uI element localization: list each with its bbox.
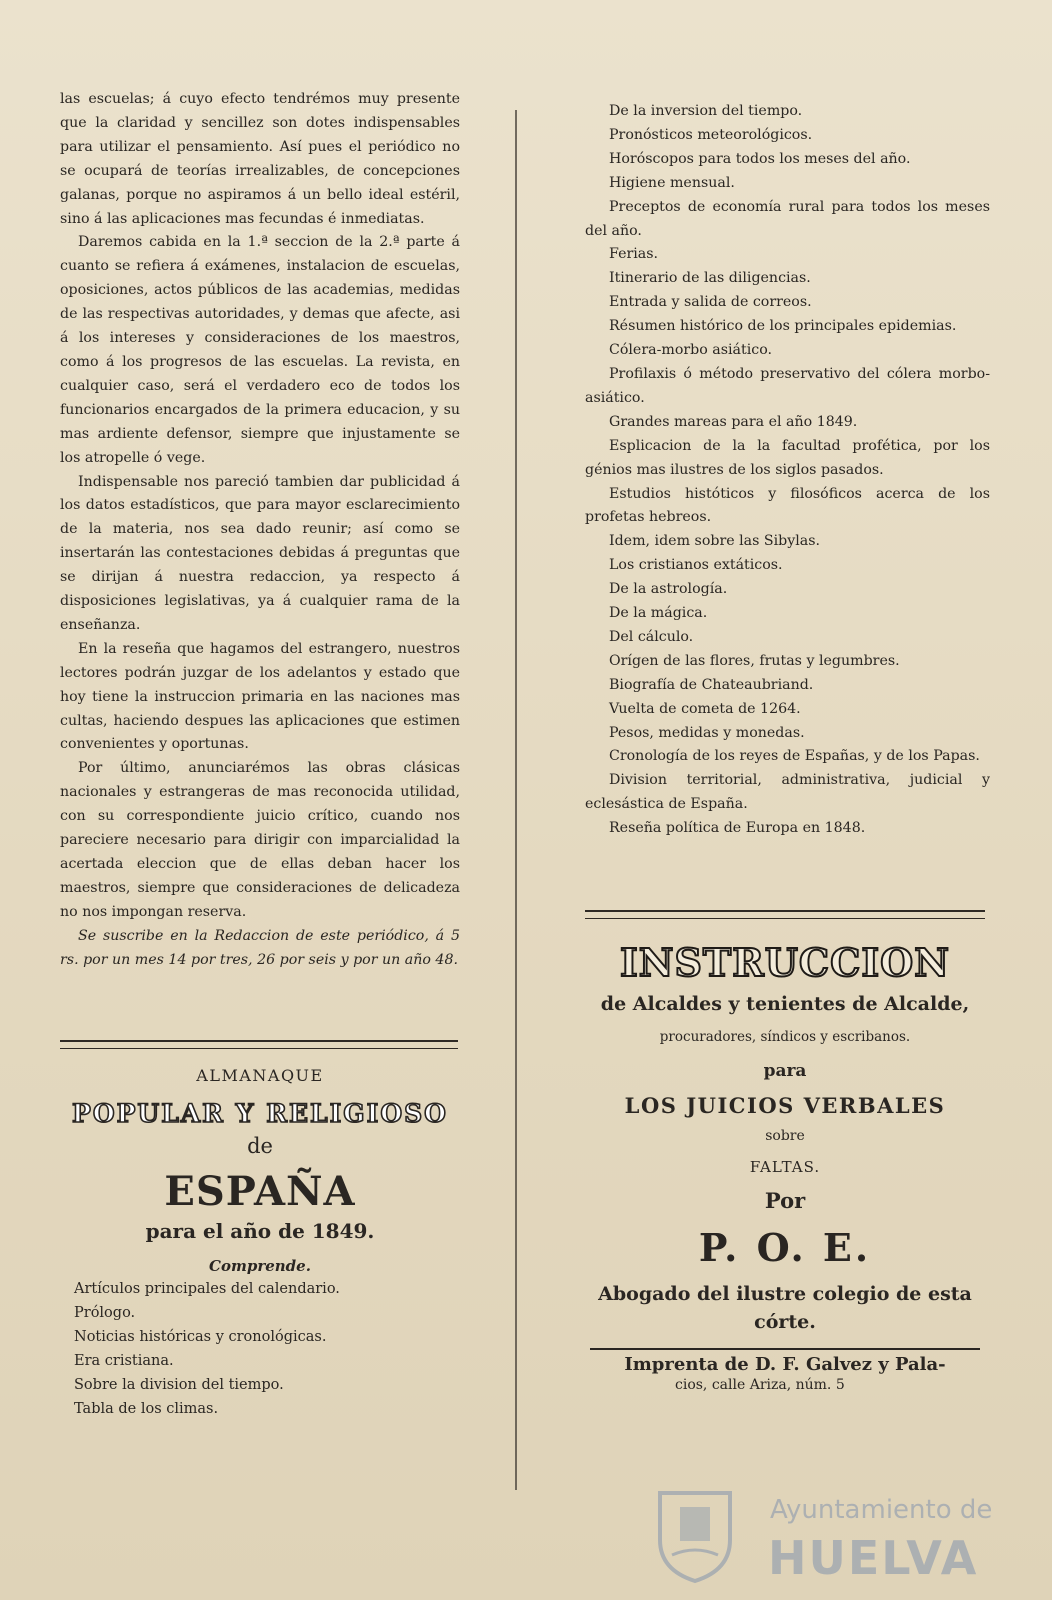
imprenta-address: cios, calle Ariza, núm. 5 — [675, 1377, 845, 1393]
list-item: Estudios históticos y filosóficos acerca de los profetas hebreos. — [585, 485, 990, 526]
huelva-shield-icon — [650, 1485, 740, 1585]
list-item: De la mágica. — [609, 605, 708, 622]
list-item: Itinerario de las diligencias. — [609, 270, 811, 287]
list-item: Profilaxis ó método preservativo del cólera morbo-asiático. — [585, 365, 990, 406]
list-item: Noticias históricas y cronológicas. — [74, 1329, 327, 1345]
instruccion-subtitle: de Alcaldes y tenientes de Alcalde, — [600, 993, 970, 1015]
list-item: Artículos principales del calendario. — [74, 1281, 340, 1297]
list-item: Pesos, medidas y monedas. — [609, 724, 805, 741]
instruccion-sobre: sobre — [765, 1128, 805, 1144]
almanac-country: ESPAÑA — [164, 1168, 356, 1215]
left-section-rule — [60, 1040, 458, 1049]
instruccion-juicios: LOS JUICIOS VERBALES — [624, 1093, 946, 1118]
paragraph-classics: Por último, anunciarémos las obras clásicas nacionales y estrangeras de mas reconocida utilidad, con su correspondiente juicio crítico, cuando nos pareciere necesario para dirigir con imparcialidad la acertada eleccion que de ellas deban hacer los maestros, siempre que consideraciones de delicadeza no nos impongan reserva. — [60, 760, 460, 920]
imprenta-rule — [590, 1348, 980, 1350]
right-column — [585, 100, 990, 841]
watermark-line2: HUELVA — [768, 1531, 979, 1585]
list-item: Esplicacion de la la facultad profética, por los génios mas ilustres de los siglos pasados. — [585, 437, 990, 478]
paragraph-statistics: Indispensable nos pareció tambien dar publicidad á los datos estadísticos, que para mayor esclarecimiento de la materia, nos sea dado reunir; así como se insertarán las contestaciones debidas á preguntas que se dirijan á nuestra redaccion, ya respecto á disposiciones legislativas, ya á cualquier rama de la enseñanza. — [60, 473, 460, 633]
instruccion-title: INSTRUCCION — [619, 940, 951, 985]
instruccion-author: P. O. E. — [698, 1225, 872, 1270]
instruccion-abogado: Abogado del ilustre colegio de esta córte. — [598, 1283, 972, 1333]
list-item: Horóscopos para todos los meses del año. — [609, 150, 911, 167]
column-divider — [515, 110, 517, 1490]
almanac-title: POPULAR Y RELIGIOSO — [72, 1099, 448, 1128]
list-item: Biografía de Chateaubriand. — [609, 676, 814, 693]
list-item: Pronósticos meteorológicos. — [609, 126, 813, 143]
almanac-list — [60, 1277, 460, 1421]
almanac-comprende: Comprende. — [209, 1257, 311, 1275]
list-item: Entrada y salida de correos. — [609, 294, 812, 311]
almanac-de: de — [247, 1134, 273, 1158]
right-section-rule — [585, 910, 985, 919]
almanac-year: para el año de 1849. — [145, 1219, 375, 1243]
list-item: Tabla de los climas. — [74, 1401, 219, 1417]
list-item: Vuelta de cometa de 1264. — [609, 700, 801, 717]
list-item: Résumen histórico de los principales epidemias. — [609, 318, 957, 335]
instruccion-advert — [585, 940, 985, 1393]
list-item: De la astrología. — [609, 581, 728, 598]
list-item: Los cristianos extáticos. — [609, 557, 783, 574]
list-item: Prólogo. — [74, 1305, 136, 1321]
subscription-note: Se suscribe en la Redaccion de este periódico, á 5 rs. por un mes 14 por tres, 26 por seis y por un año 48. — [60, 927, 460, 968]
list-item: Preceptos de economía rural para todos los meses del año. — [585, 198, 990, 239]
list-item: Reseña política de Europa en 1848. — [609, 820, 866, 837]
archive-watermark — [650, 1485, 1050, 1595]
instruccion-faltas: FALTAS. — [749, 1158, 821, 1176]
paragraph-foreign: En la reseña que hagamos del estrangero, nuestros lectores podrán juzgar de los adelantos y estado que hoy tiene la instruccion primaria en las naciones mas cultas, haciendo despues las aplicaciones que estimen convenientes y oportunas. — [60, 640, 460, 753]
list-item: Grandes mareas para el año 1849. — [609, 413, 858, 430]
list-item: Ferias. — [609, 246, 659, 263]
paragraph-intro: las escuelas; á cuyo efecto tendrémos muy presente que la claridad y sencillez son dotes indispensables para utilizar el pensamiento. Así pues el periódico no se ocupará de teorías irrealizables, de concepciones galanas, porque no aspiramos á un bello ideal estéril, sino á las aplicaciones mas fecundas é inmediatas. — [60, 91, 460, 227]
instruccion-officials: procuradores, síndicos y escribanos. — [659, 1029, 911, 1045]
instruccion-por: Por — [764, 1188, 806, 1213]
list-item: Higiene mensual. — [609, 174, 735, 191]
list-item: Orígen de las flores, frutas y legumbres. — [609, 652, 900, 669]
list-item: Del cálculo. — [609, 628, 694, 645]
list-item: Cólera-morbo asiático. — [609, 342, 772, 359]
watermark-line1: Ayuntamiento de — [770, 1495, 993, 1525]
list-item: Sobre la division del tiempo. — [74, 1377, 284, 1393]
list-item: Cronología de los reyes de Españas, y de los Papas. — [609, 748, 980, 765]
list-item: Era cristiana. — [74, 1353, 174, 1369]
almanac-advert — [60, 1060, 460, 1421]
list-item: Idem, idem sobre las Sibylas. — [609, 533, 821, 550]
left-column — [60, 88, 460, 973]
list-item: Division territorial, administrativa, judicial y eclesástica de España. — [585, 772, 990, 813]
imprenta-line: Imprenta de D. F. Galvez y Pala- — [624, 1354, 946, 1375]
almanac-pre: ALMANAQUE — [196, 1066, 324, 1085]
paragraph-sections: Daremos cabida en la 1.ª seccion de la 2.ª parte á cuanto se refiera á exámenes, instalacion de escuelas, oposiciones, actos públicos de las academias, medidas de las respectivas autoridades, y demas que afecte, asi á los intereses y consideraciones de los maestros, como á los progresos de las escuelas. La revista, en cualquier caso, será el verdadero eco de todos los funcionarios encargados de la primera educacion, y su mas ardiente defensor, siempre que injustamente se los atropelle ó vege. — [60, 234, 460, 466]
list-item: De la inversion del tiempo. — [609, 103, 803, 119]
instruccion-para: para — [763, 1061, 807, 1081]
